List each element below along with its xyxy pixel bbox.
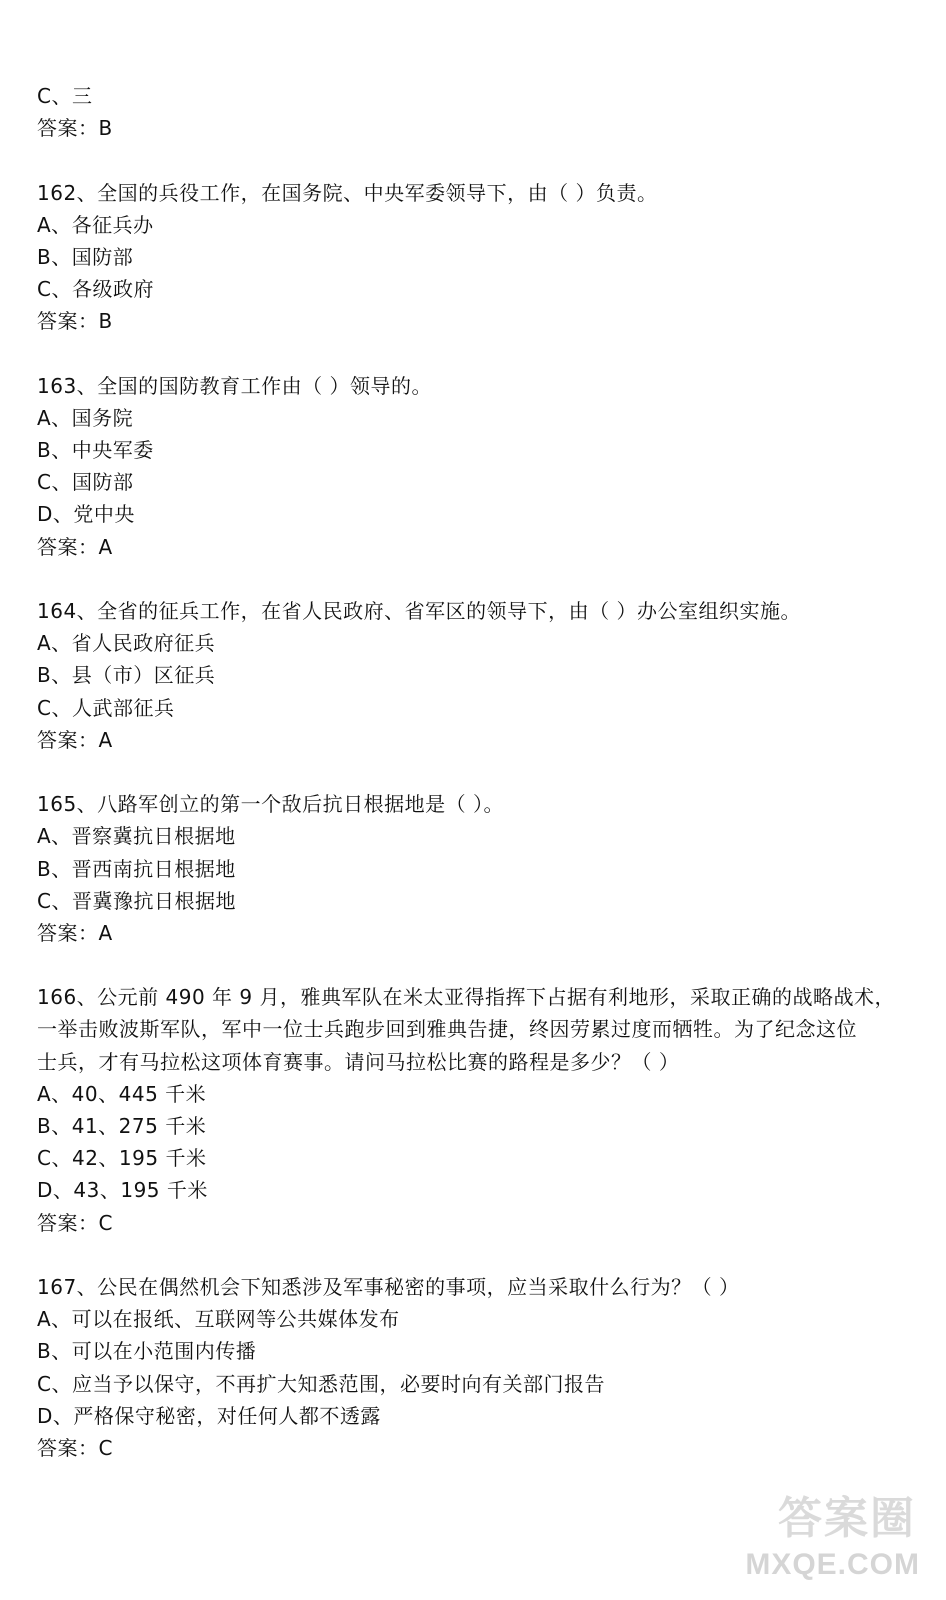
question-stem-line: 166、公元前 490 年 9 月，雅典军队在米太亚得指挥下占据有利地形，采取正确的战略战术， (37, 985, 896, 1010)
option-line: C、三 (37, 84, 93, 108)
option-line: A、各征兵办 (37, 212, 154, 237)
answer-line: 答案：C (37, 1435, 113, 1460)
option-line: A、40、445 千米 (37, 1081, 207, 1106)
question-stem: 162、全国的兵役工作，在国务院、中央军委领导下，由（ ）负责。 (37, 180, 658, 205)
question-stem-line: 士兵，才有马拉松这项体育赛事。请问马拉松比赛的路程是多少？（ ） (37, 1049, 680, 1074)
question-stem-line: 一举击败波斯军队，军中一位士兵跑步回到雅典告捷，终因劳累过度而牺牲。为了纪念这位 (37, 1017, 857, 1042)
option-line: B、晋西南抗日根据地 (37, 856, 236, 881)
option-line: C、国防部 (37, 470, 134, 495)
option-line: C、晋冀豫抗日根据地 (37, 888, 236, 913)
option-line: B、中央军委 (37, 438, 154, 463)
option-line: C、应当予以保守，不再扩大知悉范围，必要时向有关部门报告 (37, 1371, 605, 1396)
answer-line: 答案：B (37, 309, 113, 334)
option-line: C、各级政府 (37, 277, 154, 302)
option-line: B、国防部 (37, 244, 134, 269)
option-line: D、43、195 千米 (37, 1178, 208, 1203)
answer-line: 答案：A (37, 920, 113, 945)
option-line: B、可以在小范围内传播 (37, 1339, 257, 1364)
option-line: B、县（市）区征兵 (37, 663, 216, 688)
option-line: C、人武部征兵 (37, 695, 175, 720)
option-line: D、严格保守秘密，对任何人都不透露 (37, 1403, 381, 1428)
question-stem: 163、全国的国防教育工作由（ ）领导的。 (37, 373, 433, 398)
answer-line: 答案：B (37, 116, 113, 141)
watermark-logo: 答案圈 (778, 1493, 916, 1544)
option-line: C、42、195 千米 (37, 1146, 207, 1171)
option-line: D、党中央 (37, 502, 135, 527)
option-line: A、省人民政府征兵 (37, 631, 216, 656)
option-line: A、国务院 (37, 405, 134, 430)
question-stem: 167、公民在偶然机会下知悉涉及军事秘密的事项，应当采取什么行为？（ ） (37, 1274, 740, 1299)
answer-line: 答案：C (37, 1210, 113, 1235)
answer-line: 答案：A (37, 534, 113, 559)
option-line: B、41、275 千米 (37, 1114, 207, 1138)
question-stem: 164、全省的征兵工作，在省人民政府、省军区的领导下，由（ ）办公室组织实施。 (37, 599, 802, 623)
option-line: A、晋察冀抗日根据地 (37, 824, 236, 849)
answer-line: 答案：A (37, 727, 113, 752)
watermark-site: MXQE.COM (745, 1548, 920, 1581)
question-stem: 165、八路军创立的第一个敌后抗日根据地是（ ）。 (37, 792, 505, 817)
document-page (37, 80, 917, 1464)
option-line: A、可以在报纸、互联网等公共媒体发布 (37, 1307, 400, 1332)
